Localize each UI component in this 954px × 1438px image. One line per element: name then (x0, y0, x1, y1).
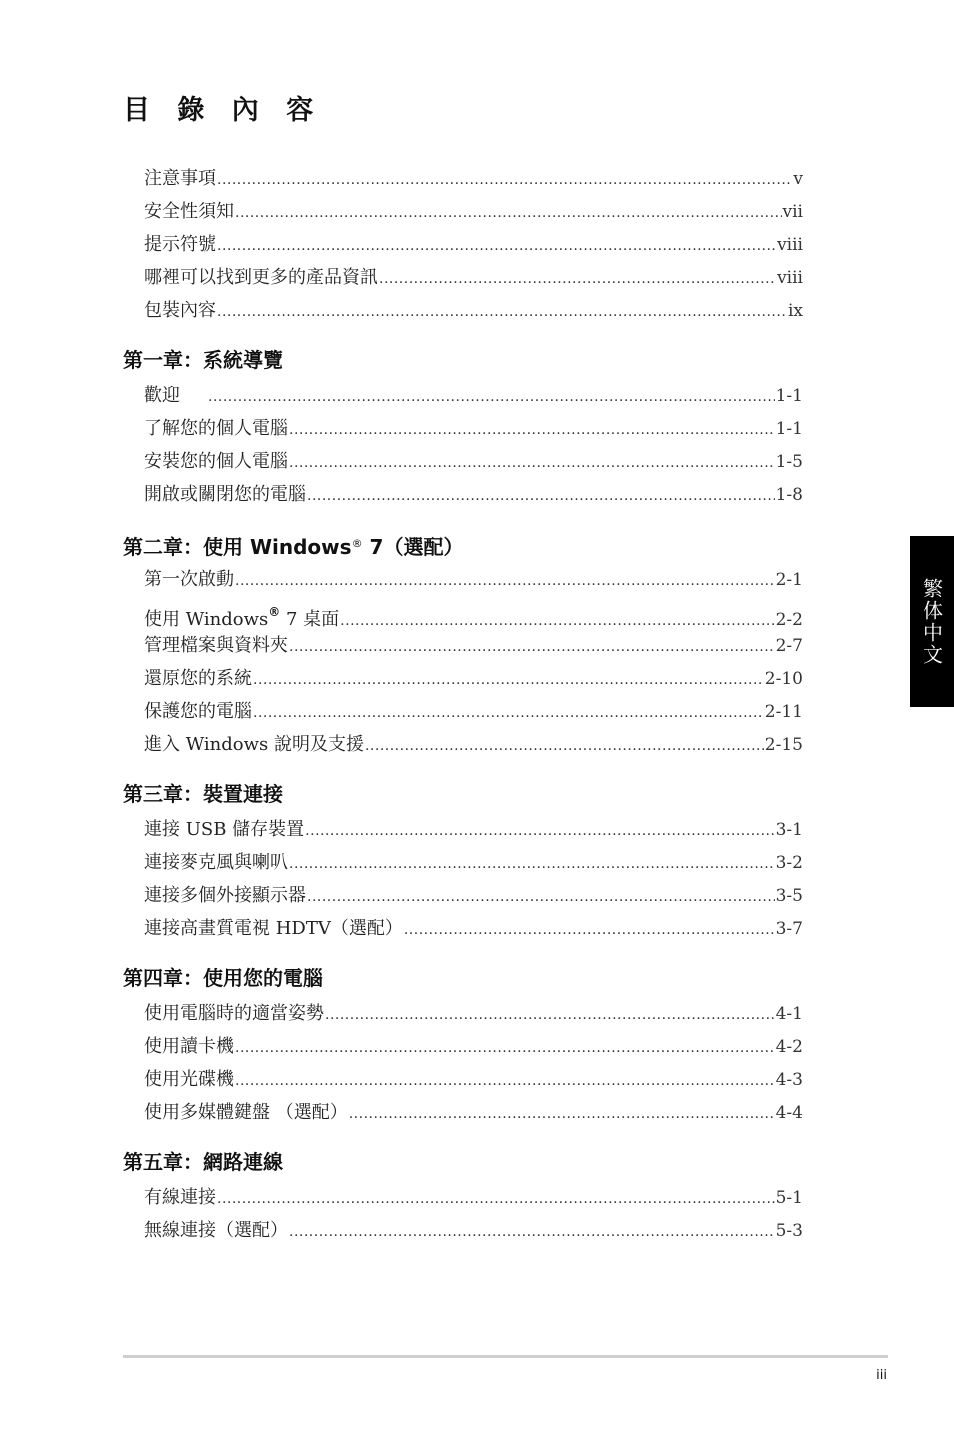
toc-entry-4-3[interactable] (144, 1063, 803, 1096)
toc-entry-page: 3-5 (775, 886, 803, 906)
dot-leader (235, 565, 775, 598)
toc-entry-2-3[interactable] (144, 629, 803, 662)
page-number: iii (876, 1368, 887, 1383)
toc-entry-symbols[interactable] (144, 228, 803, 261)
toc-entry-text: 第一次啟動 (144, 569, 234, 590)
toc-entry-page: 1-1 (775, 386, 803, 406)
toc-entry-3-3[interactable] (144, 879, 803, 912)
toc-entry-text: 了解您的個人電腦 (144, 418, 288, 439)
dot-leader (379, 263, 776, 296)
toc-entry-text: 安全性須知 (144, 201, 234, 222)
toc-entry-4-2[interactable] (144, 1030, 803, 1063)
dot-leader (349, 1098, 775, 1131)
table-of-contents (0, 162, 954, 1247)
toc-entry-2-2[interactable] (144, 596, 803, 629)
toc-entry-page: viii (777, 235, 803, 255)
chapter-3-section (0, 779, 954, 945)
chapter-4-heading[interactable]: 第四章：使用您的電腦 (123, 966, 323, 990)
chapter-2-heading-post: 7（選配） (362, 535, 464, 559)
registered-mark: ® (268, 605, 281, 619)
toc-entry-5-1[interactable] (144, 1181, 803, 1214)
chapter-4-section (0, 963, 954, 1129)
chapter-5-section (0, 1147, 954, 1247)
toc-entry-1-4[interactable] (144, 478, 803, 511)
toc-entry-text: 管理檔案與資料夾 (144, 635, 288, 656)
toc-entry-text-pre: 使用 Windows (144, 609, 269, 630)
toc-entry-2-6[interactable] (144, 728, 803, 761)
toc-entry-text: 保護您的電腦 (144, 701, 252, 722)
chapter-3-heading[interactable]: 第三章：裝置連接 (123, 782, 283, 806)
toc-entry-text: 連接麥克風與喇叭 (144, 852, 288, 873)
language-side-tab-label: 繁体中文 (919, 577, 944, 666)
front-matter-section (0, 162, 954, 327)
toc-entry-page: 2-15 (764, 735, 803, 755)
chapter-1-heading[interactable]: 第一章：系統導覽 (123, 348, 283, 372)
toc-entry-page: 3-2 (775, 853, 803, 873)
toc-entry-page: 4-4 (775, 1103, 803, 1123)
dot-leader (253, 664, 764, 697)
toc-entry-page: 4-3 (775, 1070, 803, 1090)
dot-leader (289, 1216, 775, 1249)
dot-leader (217, 230, 776, 263)
dot-leader (365, 730, 764, 763)
toc-entry-text-post: 7 桌面 (280, 609, 340, 630)
toc-entry-2-1[interactable] (144, 563, 803, 596)
toc-entry-more-info[interactable] (144, 261, 803, 294)
dot-leader (289, 414, 775, 447)
toc-entry-3-1[interactable] (144, 813, 803, 846)
toc-entry-text: 還原您的系統 (144, 668, 252, 689)
toc-entry-page: 5-3 (775, 1221, 803, 1241)
toc-entry-text: 使用讀卡機 (144, 1036, 234, 1057)
toc-entry-text: 無線連接（選配） (144, 1220, 288, 1241)
dot-leader (235, 1065, 775, 1098)
toc-entry-text: 使用多媒體鍵盤 （選配） (144, 1102, 348, 1123)
toc-entry-text: 哪裡可以找到更多的產品資訊 (144, 267, 378, 288)
dot-leader (404, 914, 775, 947)
toc-entry-text: 安裝您的個人電腦 (144, 451, 288, 472)
toc-entry-page: 1-5 (775, 452, 803, 472)
toc-entry-5-2[interactable] (144, 1214, 803, 1247)
toc-entry-1-1[interactable] (144, 379, 803, 412)
toc-entry-page: 5-1 (775, 1188, 803, 1208)
toc-entry-page: 2-2 (775, 610, 803, 630)
dot-leader (217, 164, 792, 197)
toc-entry-page: viii (777, 268, 803, 288)
toc-entry-page: 1-8 (775, 485, 803, 505)
toc-entry-text: 連接多個外接顯示器 (144, 885, 306, 906)
toc-entry-text: 連接 USB 儲存裝置 (144, 819, 305, 840)
toc-entry-page: 2-7 (775, 636, 803, 656)
dot-leader (289, 447, 775, 480)
toc-entry-2-4[interactable] (144, 662, 803, 695)
toc-entry-text: 提示符號 (144, 234, 216, 255)
chapter-1-section (0, 345, 954, 511)
toc-entry-page: 2-10 (764, 669, 803, 689)
toc-entry-text: 開啟或關閉您的電腦 (144, 484, 306, 505)
dot-leader (307, 480, 775, 513)
dot-leader (235, 1032, 775, 1065)
dot-leader (305, 815, 774, 848)
toc-entry-page: 2-1 (775, 570, 803, 590)
toc-entry-1-2[interactable] (144, 412, 803, 445)
toc-entry-text: 包裝內容 (144, 300, 216, 321)
toc-entry-1-3[interactable] (144, 445, 803, 478)
toc-entry-3-2[interactable] (144, 846, 803, 879)
footer-divider (123, 1355, 888, 1358)
toc-entry-page: vii (782, 202, 803, 222)
toc-entry-page: 3-1 (775, 820, 803, 840)
toc-entry-text: 有線連接 (144, 1187, 216, 1208)
toc-entry-3-4[interactable] (144, 912, 803, 945)
chapter-2-section (0, 529, 954, 761)
registered-mark: ® (351, 537, 363, 550)
toc-entry-page: 4-2 (775, 1037, 803, 1057)
toc-entry-2-5[interactable] (144, 695, 803, 728)
toc-entry-text: 歡迎 (144, 385, 180, 406)
dot-leader (208, 381, 775, 414)
chapter-2-heading[interactable] (123, 529, 954, 559)
toc-entry-notices[interactable] (144, 162, 803, 195)
dot-leader (253, 697, 764, 730)
toc-entry-text: 使用電腦時的適當姿勢 (144, 1003, 324, 1024)
toc-entry-page: 3-7 (775, 919, 803, 939)
language-side-tab (910, 536, 954, 707)
toc-entry-page: 1-1 (775, 419, 803, 439)
dot-leader (235, 197, 782, 230)
dot-leader (217, 1183, 775, 1216)
dot-leader (289, 631, 775, 664)
chapter-2-heading-pre: 第二章：使用 Windows (123, 535, 352, 559)
toc-entry-text: 連接高畫質電視 HDTV（選配） (144, 918, 403, 939)
page-title: 目 錄 內 容 (123, 95, 323, 126)
toc-entry-page: 2-11 (764, 702, 803, 722)
toc-entry-4-4[interactable] (144, 1096, 803, 1129)
dot-leader (217, 296, 787, 329)
toc-entry-text: 注意事項 (144, 168, 216, 189)
toc-entry-page: ix (787, 301, 803, 321)
dot-leader (325, 999, 775, 1032)
toc-entry-safety[interactable] (144, 195, 803, 228)
toc-entry-text: 進入 Windows 說明及支援 (144, 734, 364, 755)
toc-entry-package-contents[interactable] (144, 294, 803, 327)
dot-leader (289, 848, 775, 881)
toc-entry-page: 4-1 (775, 1004, 803, 1024)
toc-entry-4-1[interactable] (144, 997, 803, 1030)
toc-entry-page: v (793, 169, 803, 189)
toc-entry-text: 使用光碟機 (144, 1069, 234, 1090)
dot-leader (307, 881, 775, 914)
chapter-5-heading[interactable]: 第五章：網路連線 (123, 1150, 283, 1174)
